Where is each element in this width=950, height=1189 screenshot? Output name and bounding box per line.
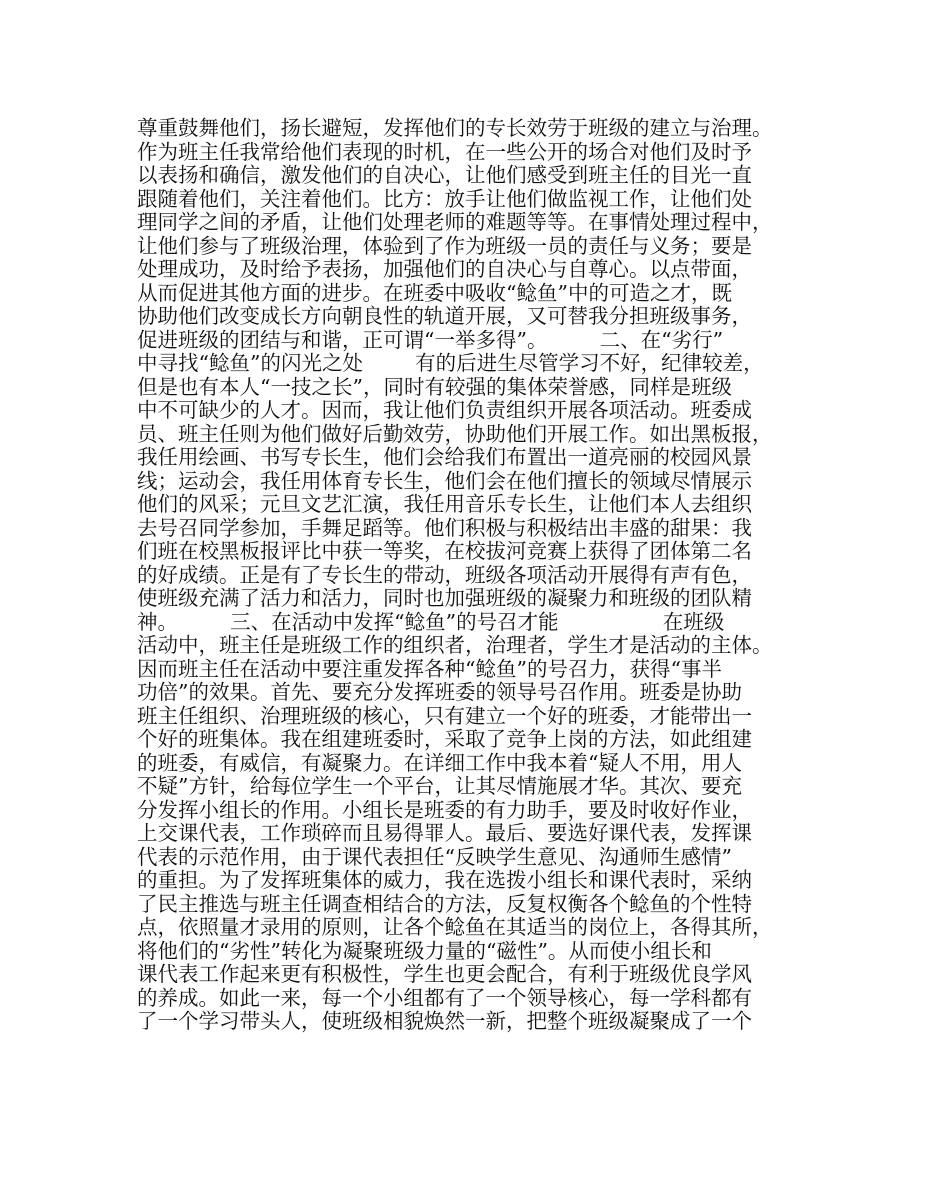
text-line: 尊重鼓舞他们，扬长避短，发挥他们的专长效劳于班级的建立与治理。 [137, 116, 773, 140]
text-line: 的班委，有威信，有凝聚力。在详细工作中我本着“疑人不用，用人 [137, 750, 742, 775]
text-line: 跟随着他们，关注着他们。比方：放手让他们做监视工作，让他们处 [137, 186, 752, 211]
text-line: 以表扬和确信，激发他们的自决心，让他们感受到班主任的目光一直 [137, 163, 752, 187]
text-line: 的养成。如此一来，每一个小组都有了一个领导核心，每一学科都有 [137, 985, 752, 1010]
text-line: 我任用绘画、书写专长生，他们会给我们布置出一道亮丽的校园风景 [137, 445, 752, 469]
text-line: 了民主推选与班主任调查相结合的方法，反复权衡各个鲶鱼的个性特 [137, 891, 752, 916]
text-line: 点，依照量才录用的原则，让各个鲶鱼在其适当的岗位上，各得其所， [137, 915, 773, 939]
text-line: 协助他们改变成长方向朝良性的轨道开展，又可替我分担班级事务， [137, 304, 752, 328]
text-line: 的重担。为了发挥班集体的威力，我在选拨小组长和课代表时，采纳 [137, 868, 752, 892]
text-line: 让他们参与了班级治理，体验到了作为班级一员的责任与义务；要是 [137, 233, 752, 258]
text-line: 中寻找“鲶鱼”的闪光之处 有的后进生尽管学习不好，纪律较差， [137, 351, 764, 375]
text-line: 中不可缺少的人才。因而，我让他们负责组织开展各项活动。班委成 [137, 398, 752, 422]
text-line: 他们的风采；元旦文艺汇演，我任用音乐专长生，让他们本人去组织 [137, 492, 752, 516]
text-line: 分发挥小组长的作用。小组长是班委的有力助手，要及时收好作业， [137, 797, 752, 822]
text-line: 从而促进其他方面的进步。在班委中吸收“鲶鱼”中的可造之才，既 [137, 280, 732, 305]
text-line: 处理成功，及时给予表扬，加强他们的自决心与自尊心。以点带面， [137, 257, 752, 281]
text-line: 的好成绩。正是有了专长生的带动，班级各项活动开展得有声有色， [137, 562, 752, 587]
text-line: 们班在校黑板报评比中获一等奖，在校拔河竞赛上获得了团体第二名 [137, 539, 752, 563]
text-line: 线；运动会，我任用体育专长生，他们会在他们擅长的领域尽情展示 [137, 468, 752, 493]
text-line: 个好的班集体。我在组建班委时，采取了竞争上岗的方法，如此组建 [137, 727, 752, 751]
text-line: 活动中，班主任是班级工作的组织者，治理者，学生才是活动的主体。 [137, 633, 773, 657]
text-line: 员、班主任则为他们做好后勤效劳，协助他们开展工作。如出黑板报， [137, 421, 773, 446]
text-line: 作为班主任我常给他们表现的时机，在一些公开的场合对他们及时予 [137, 139, 752, 164]
text-line: 功倍”的效果。首先、要充分发挥班委的领导号召作用。班委是协助 [137, 680, 742, 704]
body-text [137, 117, 827, 1034]
text-line: 但是也有本人“一技之长”，同时有较强的集体荣誉感，同样是班级 [137, 374, 732, 399]
text-line: 使班级充满了活力和活力，同时也加强班级的凝聚力和班级的团队精 [137, 586, 752, 610]
text-line: 促进班级的团结与和谐，正可谓“一举多得”。 二、在“劣行” [137, 327, 724, 352]
text-line: 去号召同学参加，手舞足蹈等。他们积极与积极结出丰盛的甜果：我 [137, 515, 752, 540]
text-line: 上交课代表，工作琐碎而且易得罪人。最后、要选好课代表，发挥课 [137, 821, 752, 845]
text-line: 了一个学习带头人，使班级相貌焕然一新，把整个班级凝聚成了一个 [137, 1009, 752, 1033]
text-line: 代表的示范作用，由于课代表担任“反映学生意见、沟通师生感情” [137, 844, 732, 869]
text-line: 不疑”方针，给每位学生一个平台，让其尽情施展才华。其次、要充 [137, 774, 742, 798]
text-line: 理同学之间的矛盾，让他们处理老师的难题等等。在事情处理过程中， [137, 210, 773, 234]
text-line: 课代表工作起来更有积极性，学生也更会配合，有利于班级优良学风 [137, 962, 752, 986]
text-line: 因而班主任在活动中要注重发挥各种“鲶鱼”的号召力，获得“事半 [137, 656, 722, 681]
text-line: 班主任组织、治理班级的核心，只有建立一个好的班委，才能带出一 [137, 703, 752, 728]
text-line: 神。 三、在活动中发挥“鲶鱼”的号召才能 在班级 [137, 609, 725, 634]
text-line: 将他们的“劣性”转化为凝聚班级力量的“磁性”。从而使小组长和 [137, 938, 712, 963]
